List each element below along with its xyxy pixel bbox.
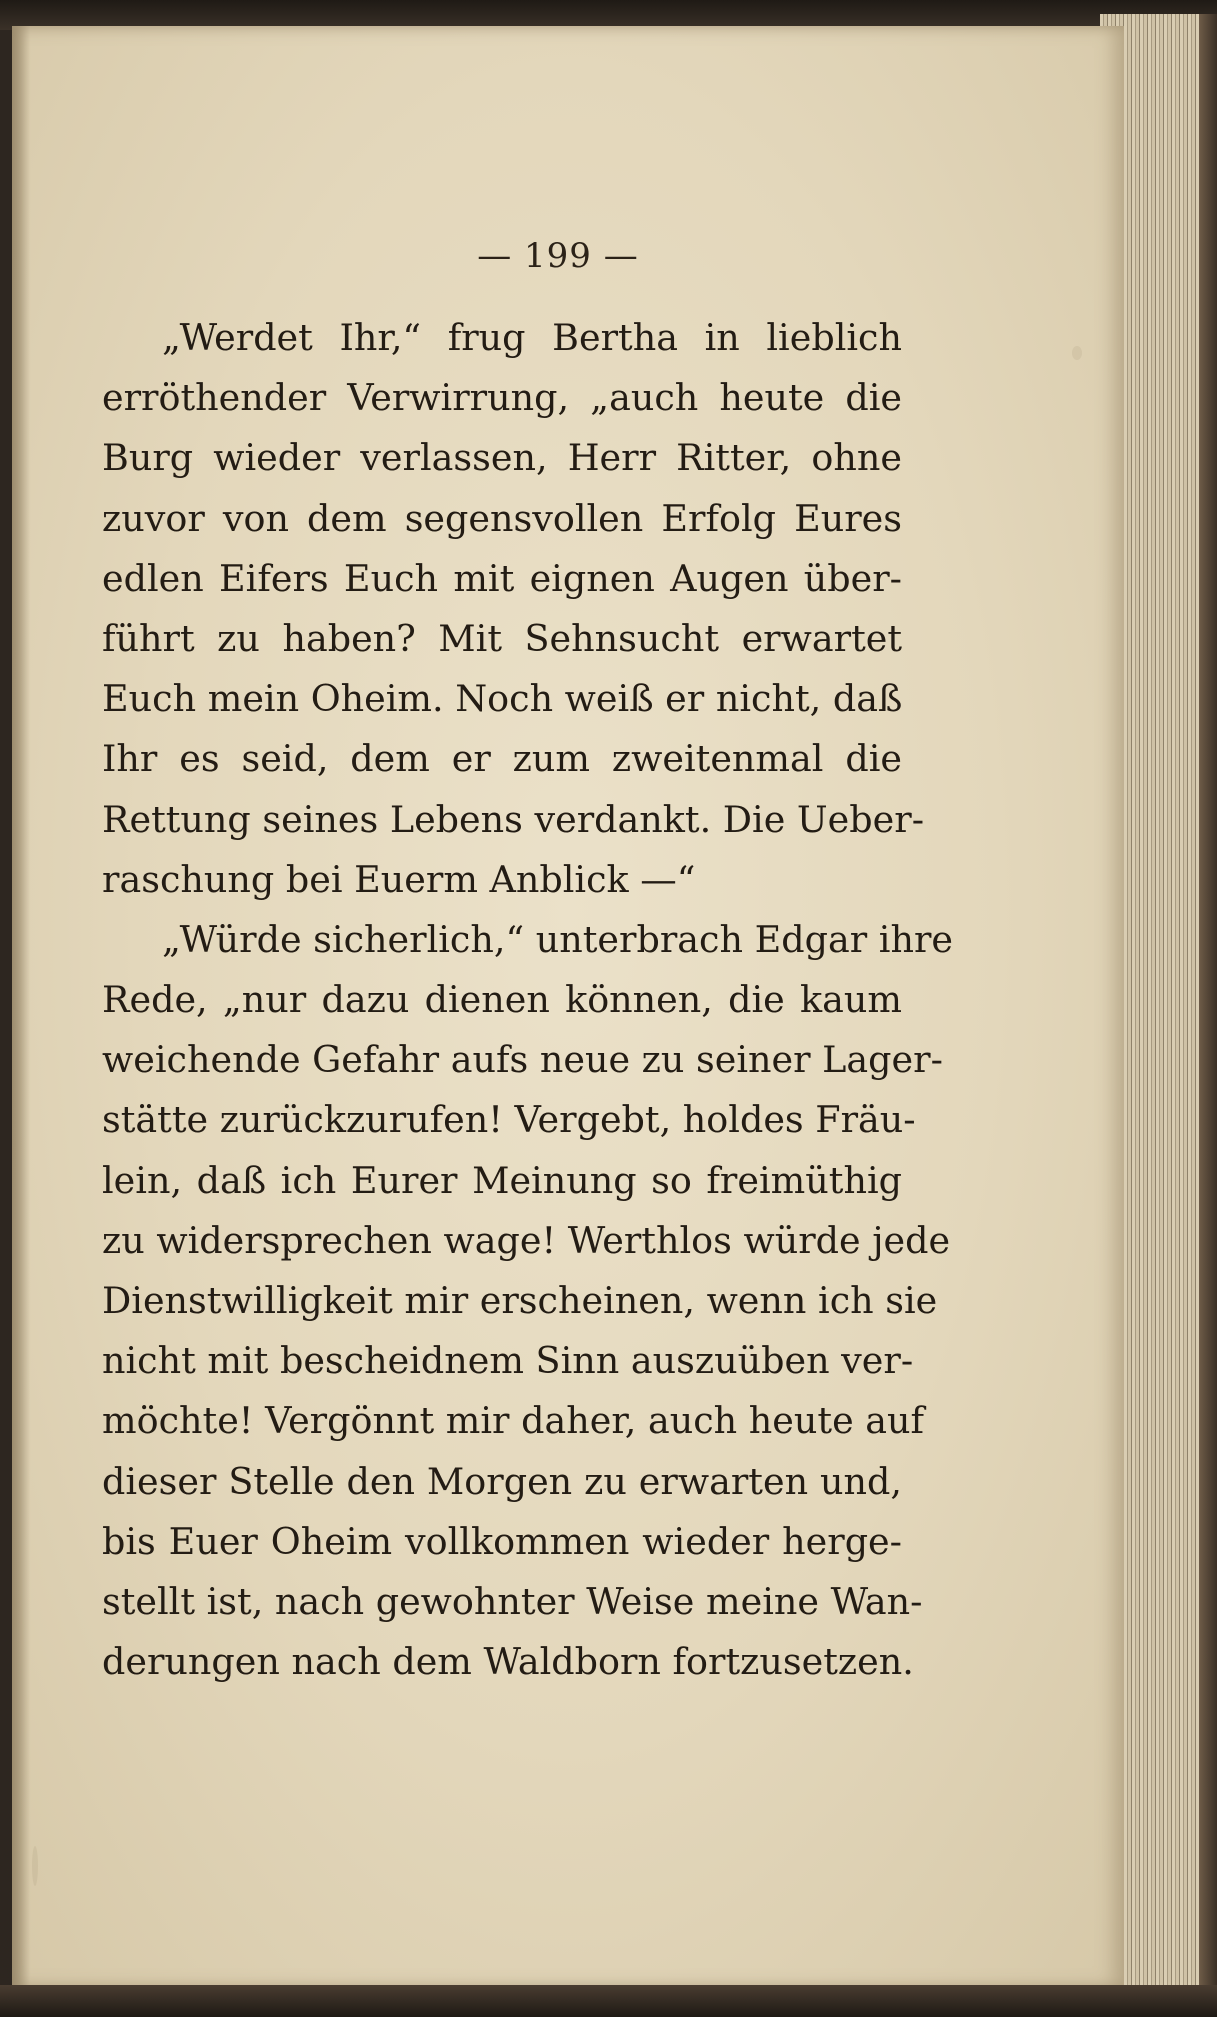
book-cover-bottom-edge [0, 1985, 1217, 2017]
body-text [102, 308, 954, 1692]
text-line: führt zu haben? Mit Sehnsucht erwartet [102, 616, 902, 660]
ink-spot [1072, 346, 1082, 360]
text-line: dieser Stelle den Morgen zu erwarten und, [102, 1459, 902, 1503]
text-line: Euch mein Oheim. Noch weiß er nicht, daß [102, 677, 903, 721]
text-line: Burg wieder verlassen, Herr Ritter, ohne [102, 436, 902, 480]
text-line: derungen nach dem Waldborn fortzusetzen. [102, 1640, 914, 1684]
text-line: lein, daß ich Eurer Meinung so freimüthig [102, 1158, 902, 1202]
text-line: erröthender Verwirrung, „auch heute die [102, 376, 902, 420]
text-line: nicht mit bescheidnem Sinn auszuüben ver- [102, 1339, 914, 1383]
paper-mark [32, 1846, 38, 1886]
paper-sheet [12, 26, 1124, 1988]
text-line: Rede, „nur dazu dienen können, die kaum [102, 978, 902, 1022]
text-line: bis Euer Oheim vollkommen wieder herge- [102, 1519, 902, 1563]
text-line: möchte! Vergönnt mir daher, auch heute auf [102, 1399, 925, 1443]
text-line: Dienstwilligkeit mir erscheinen, wenn ich sie [102, 1279, 938, 1322]
text-line: stätte zurückzurufen! Vergebt, holdes Fräu- [102, 1098, 916, 1142]
text-line: weichende Gefahr aufs neue zu seiner Lager- [102, 1038, 943, 1082]
text-line: Rettung seines Lebens verdankt. Die Ueber- [102, 797, 925, 841]
text-line: zu widersprechen wage! Werthlos würde jede [102, 1218, 951, 1262]
text-line: raschung bei Euerm Anblick —“ [102, 857, 696, 901]
page-number: — 199 — [477, 236, 639, 276]
text-line: stellt ist, nach gewohnter Weise meine Wan- [102, 1579, 923, 1623]
text-line: „Werdet Ihr,“ frug Bertha in lieblich [162, 316, 902, 359]
text-line: Ihr es seid, dem er zum zweitenmal die [102, 737, 902, 781]
text-line: zuvor von dem segensvollen Erfolg Eures [102, 496, 902, 540]
gutter-shadow [12, 26, 30, 1988]
text-line: „Würde sicherlich,“ unterbrach Edgar ihre [162, 917, 954, 961]
text-line: edlen Eifers Euch mit eignen Augen über- [102, 556, 902, 600]
